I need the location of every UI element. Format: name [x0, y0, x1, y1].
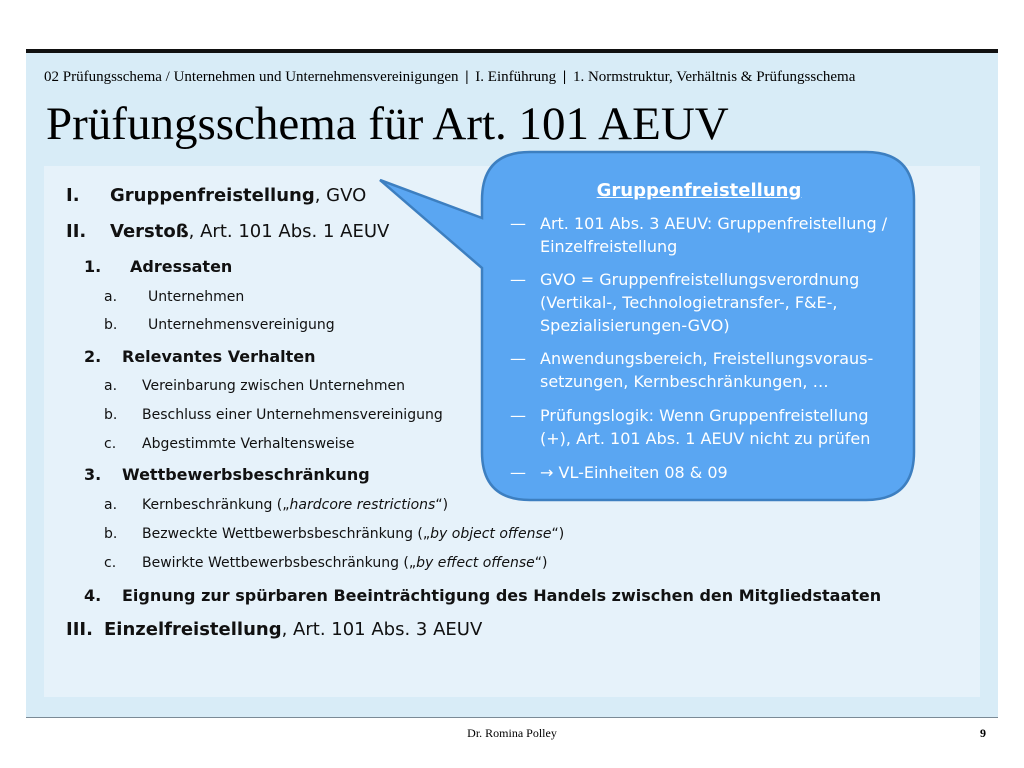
- callout-title: Gruppenfreistellung: [596, 180, 802, 201]
- list-item-label: “): [551, 526, 565, 542]
- list-item-label: “): [534, 555, 548, 571]
- breadcrumb-section: 02 Prüfungsschema / Unternehmen und Unternehmensvereinigungen: [44, 69, 459, 85]
- list-item-label: Relevantes Verhalten: [122, 347, 316, 366]
- list-item-label: Eignung zur spürbaren Beeinträchtigung des Handels zwischen den Mitgliedstaaten: [122, 586, 882, 605]
- list-letter: b.: [104, 526, 118, 542]
- callout-item-text: GVO = Gruppenfreistellungsverordnung (Vertikal-, Technologietransfer-, F&E-, Spezialisierungen-GVO): [540, 270, 860, 335]
- dash-bullet: —: [510, 406, 526, 425]
- list-item-emphasis: hardcore restrictions: [289, 497, 436, 513]
- list-item-label: , Art. 101 Abs. 1 AEUV: [188, 221, 390, 242]
- page-title: Prüfungsschema für Art. 101 AEUV: [46, 98, 729, 150]
- list-letter: a.: [104, 497, 118, 513]
- list-number: III.: [66, 619, 93, 640]
- dash-bullet: —: [510, 463, 526, 482]
- list-item-label: Beschluss einer Unternehmensvereinigung: [142, 407, 443, 423]
- callout-item-text: Anwendungsbereich, Freistellungsvoraus-setzungen, Kernbeschränkungen, …: [540, 349, 874, 391]
- list-item-label: Abgestimmte Verhaltensweise: [142, 436, 355, 452]
- list-item-label: , Art. 101 Abs. 3 AEUV: [281, 619, 483, 640]
- list-letter: a.: [104, 378, 118, 394]
- list-item-label: Unternehmen: [148, 289, 245, 305]
- callout-item-text: Prüfungslogik: Wenn Gruppenfreistellung (+), Art. 101 Abs. 1 AEUV nicht zu prüfen: [540, 406, 871, 448]
- list-item-label: Unternehmensvereinigung: [148, 317, 335, 333]
- list-item-label-bold: Gruppenfreistellung: [110, 185, 315, 206]
- footer-author: Dr. Romina Polley: [467, 726, 557, 740]
- list-item-emphasis: by effect offense: [416, 555, 535, 571]
- callout-item-text: → VL-Einheiten 08 & 09: [540, 463, 728, 482]
- list-item-label: Vereinbarung zwischen Unternehmen: [142, 378, 405, 394]
- breadcrumb-separator: |: [562, 69, 567, 85]
- callout-item-text: Art. 101 Abs. 3 AEUV: Gruppenfreistellung / Einzelfreistellung: [540, 214, 888, 256]
- breadcrumb-separator: |: [465, 69, 469, 85]
- list-number: 3.: [84, 465, 102, 484]
- list-item-label-bold: Verstoß: [110, 221, 189, 242]
- dash-bullet: —: [510, 349, 526, 368]
- list-item-label: , GVO: [314, 185, 367, 206]
- dash-bullet: —: [510, 270, 526, 289]
- dash-bullet: —: [510, 214, 526, 233]
- breadcrumb-chapter: I. Einführung: [475, 69, 557, 85]
- list-item-label-bold: Einzelfreistellung: [104, 619, 282, 640]
- list-number: 1.: [84, 257, 102, 276]
- list-letter: a.: [104, 289, 118, 305]
- list-item-label: “): [435, 497, 449, 513]
- callout-content: [484, 152, 914, 500]
- list-item-label: Kernbeschränkung („: [142, 497, 290, 513]
- list-item-label: Bezweckte Wettbewerbsbeschränkung („: [142, 526, 431, 542]
- breadcrumb-topic: 1. Normstruktur, Verhältnis & Prüfungsschema: [572, 69, 856, 85]
- list-letter: c.: [104, 436, 117, 452]
- list-number: II.: [66, 221, 87, 242]
- list-item-label: Wettbewerbsbeschränkung: [122, 465, 370, 484]
- list-number: 2.: [84, 347, 102, 366]
- bottom-rule: [26, 717, 998, 718]
- list-letter: b.: [104, 407, 118, 423]
- list-number: 4.: [84, 586, 102, 605]
- page-number: 9: [980, 726, 986, 740]
- list-item-emphasis: by object offense: [430, 526, 552, 542]
- list-item-label: Adressaten: [130, 257, 233, 276]
- list-letter: b.: [104, 317, 118, 333]
- list-number: I.: [66, 185, 80, 206]
- list-letter: c.: [104, 555, 117, 571]
- list-item-label: Bewirkte Wettbewerbsbeschränkung („: [142, 555, 417, 571]
